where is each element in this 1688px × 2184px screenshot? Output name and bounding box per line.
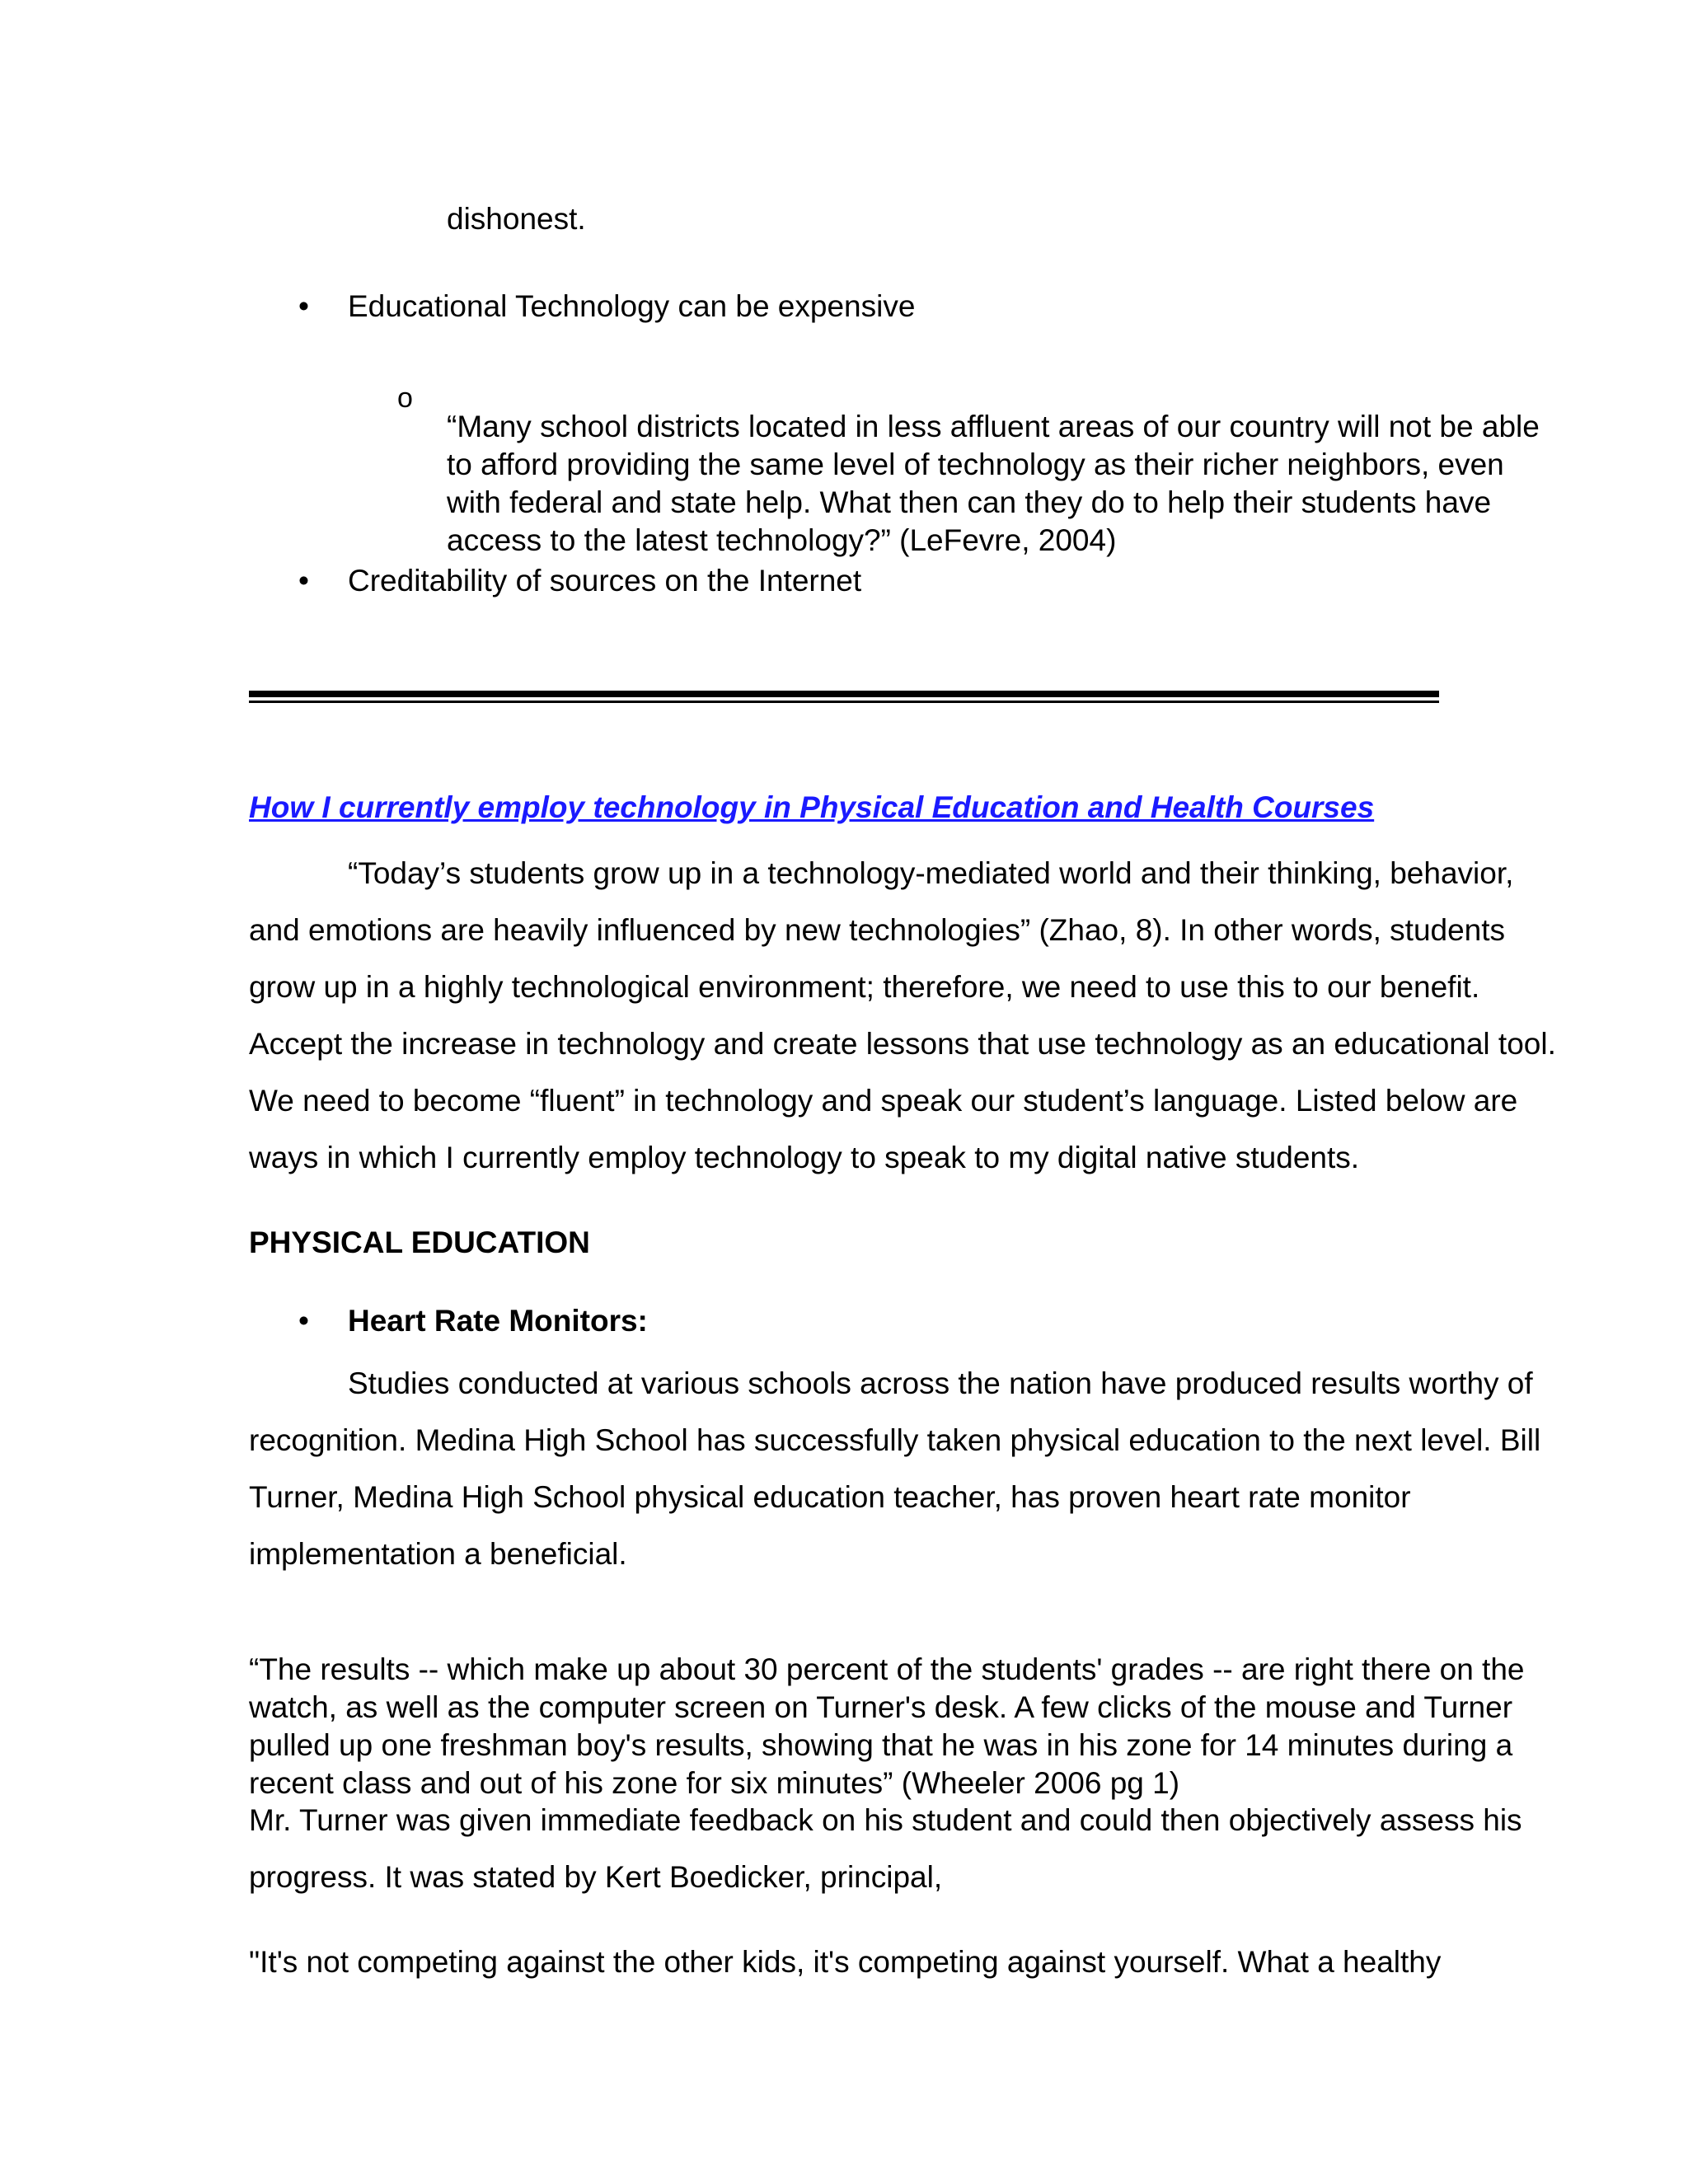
sub-bullet-icon: o bbox=[397, 382, 413, 414]
subheading-physical-education: PHYSICAL EDUCATION bbox=[249, 1226, 590, 1259]
bullet-icon: • bbox=[298, 1304, 309, 1338]
bullet-text: Educational Technology can be expensive bbox=[348, 289, 916, 323]
bullet-icon: • bbox=[298, 564, 309, 598]
divider-thin bbox=[249, 701, 1439, 703]
bullet-icon: • bbox=[298, 289, 309, 323]
bullet-text: Creditability of sources on the Internet bbox=[348, 564, 862, 598]
section-heading-link[interactable]: How I currently employ technology in Physical Education and Health Courses bbox=[249, 790, 1375, 824]
continued-text: dishonest. bbox=[447, 202, 586, 236]
bullet-heading-heart-rate: Heart Rate Monitors: bbox=[348, 1304, 648, 1338]
quote-boedicker: "It's not competing against the other kids, it's competing against yourself. What a healthy bbox=[249, 1945, 1442, 1979]
divider-thick bbox=[249, 691, 1439, 697]
